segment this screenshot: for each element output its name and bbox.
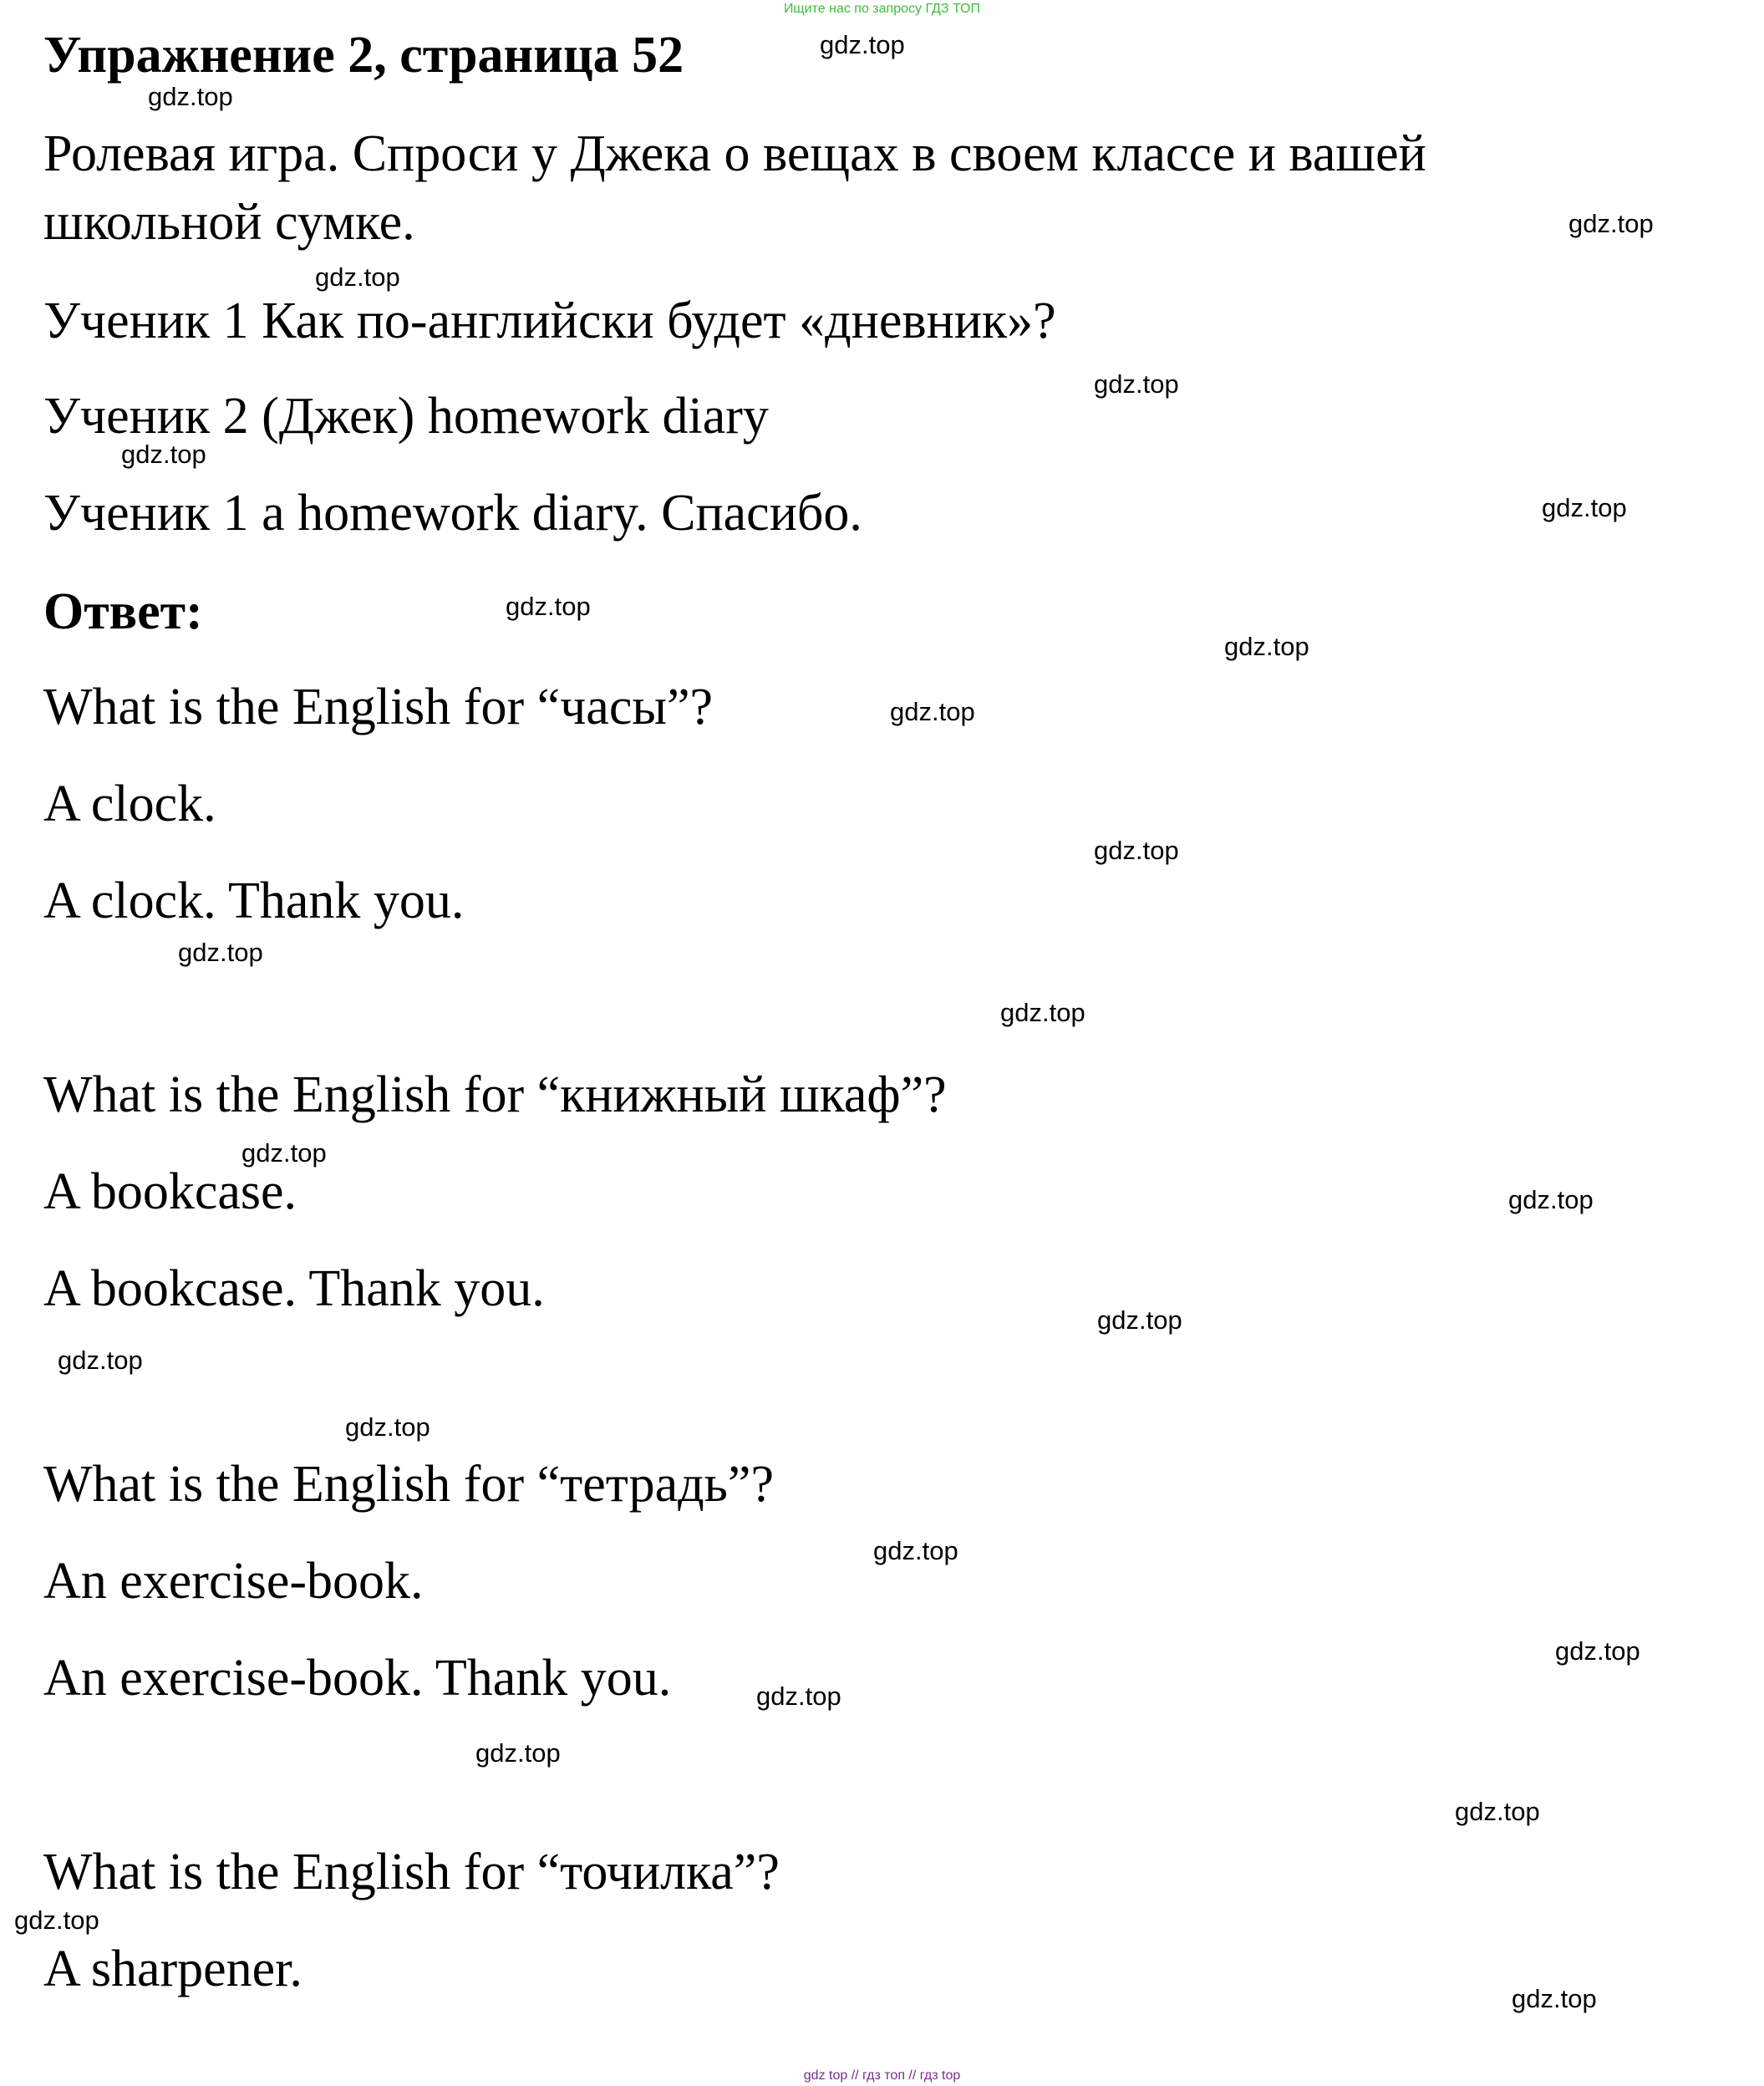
watermark: gdz.top xyxy=(178,938,263,967)
answer-question-1: What is the English for “часы”? xyxy=(43,679,714,735)
watermark: gdz.top xyxy=(148,82,233,111)
watermark: gdz.top xyxy=(1000,998,1085,1027)
watermark: gdz.top xyxy=(475,1738,561,1768)
answer-heading: Ответ: xyxy=(43,583,203,640)
dialogue-line-2: Ученик 2 (Джек) homework diary xyxy=(43,388,769,445)
watermark: gdz.top xyxy=(345,1412,430,1442)
answer-question-3: What is the English for “тетрадь”? xyxy=(43,1456,774,1513)
watermark: gdz.top xyxy=(1508,1185,1594,1214)
watermark: gdz.top xyxy=(1455,1797,1540,1826)
watermark: gdz.top xyxy=(241,1138,327,1168)
answer-question-4: What is the English for “точилка”? xyxy=(43,1844,780,1900)
task-text-line-2: школьной сумке. xyxy=(43,194,415,251)
watermark: gdz.top xyxy=(1094,836,1179,865)
watermark: gdz.top xyxy=(1555,1636,1640,1666)
dialogue-line-3: Ученик 1 a homework diary. Спасибо. xyxy=(43,485,862,542)
answer-thanks-1: A clock. Thank you. xyxy=(43,873,465,929)
watermark: gdz.top xyxy=(506,592,591,621)
page-title: Упражнение 2, страница 52 xyxy=(43,27,684,84)
answer-reply-4: A sharpener. xyxy=(43,1941,302,1997)
answer-thanks-3: An exercise-book. Thank you. xyxy=(43,1650,672,1707)
task-text-line-1: Ролевая игра. Спроси у Джека о вещах в своем классе и вашей xyxy=(43,125,1426,182)
watermark: gdz.top xyxy=(315,262,400,292)
watermark: gdz.top xyxy=(820,30,905,59)
watermark: gdz.top xyxy=(14,1905,99,1935)
watermark: gdz.top xyxy=(58,1346,143,1375)
footer-links[interactable]: gdz top // гдз топ // гдз top xyxy=(803,2068,961,2083)
watermark: gdz.top xyxy=(1224,632,1309,661)
watermark: gdz.top xyxy=(1097,1305,1182,1335)
answer-reply-3: An exercise-book. xyxy=(43,1553,424,1610)
watermark: gdz.top xyxy=(873,1536,958,1565)
watermark: gdz.top xyxy=(121,440,206,469)
dialogue-line-1: Ученик 1 Как по-английски будет «дневник»? xyxy=(43,293,1056,349)
answer-question-2: What is the English for “книжный шкаф”? xyxy=(43,1066,947,1123)
answer-reply-2: A bookcase. xyxy=(43,1163,297,1220)
top-banner[interactable]: Ищите нас по запросу ГДЗ ТОП xyxy=(784,2,980,16)
watermark: gdz.top xyxy=(1094,369,1179,399)
watermark: gdz.top xyxy=(1568,209,1654,238)
watermark: gdz.top xyxy=(1512,1984,1597,2013)
answer-reply-1: A clock. xyxy=(43,776,216,832)
watermark: gdz.top xyxy=(756,1682,841,1711)
watermark: gdz.top xyxy=(890,697,975,726)
watermark: gdz.top xyxy=(1542,493,1627,522)
answer-thanks-2: A bookcase. Thank you. xyxy=(43,1260,545,1317)
